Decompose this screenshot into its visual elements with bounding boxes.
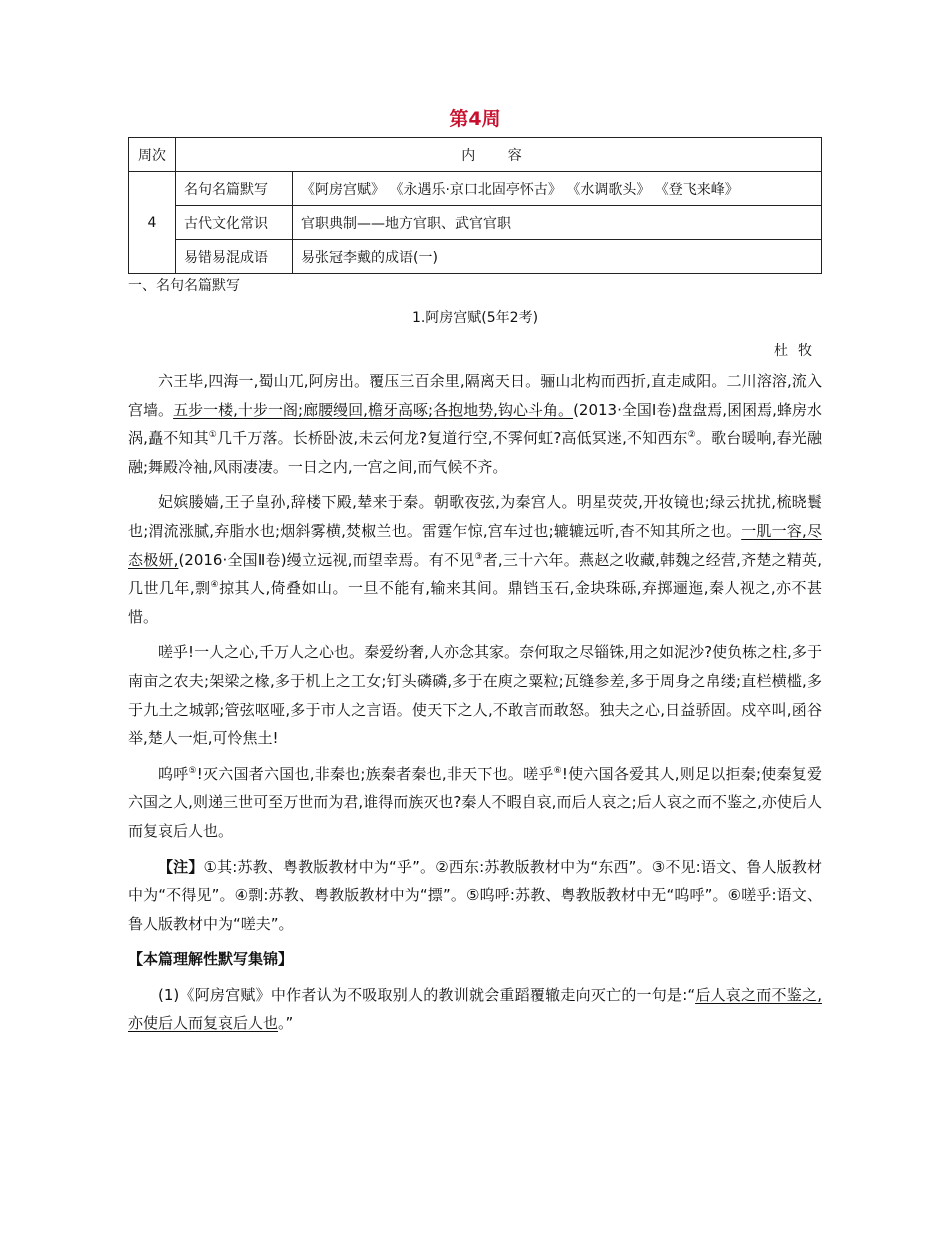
text-run: 六王毕,四海一,蜀山兀,阿房出。覆压三百余里,隔离天日。骊山北构而西折,直走咸阳。二川溶溶,流入宫墙。: [128, 372, 822, 419]
key-quote: 五步一楼,十步一阁;廊腰缦回,檐牙高啄;各抱地势,钩心斗角。: [173, 400, 574, 419]
note-label: 【注】: [158, 857, 204, 876]
text-run: 妃嫔媵嫱,王子皇孙,辞楼下殿,辇来于秦。朝歌夜弦,为秦宫人。明星荧荧,开妆镜也;绿云扰扰,梳晓鬟也;渭流涨腻,弃脂水也;烟斜雾横,焚椒兰也。雷霆乍惊,宫车过也;辘辘远听,杳不知其所之也。: [128, 493, 822, 540]
poem-paragraph: [128, 488, 822, 631]
poem-paragraph: [128, 367, 822, 481]
text-run: 嗟乎!一人之心,千万人之心也。秦爱纷奢,人亦念其家。奈何取之尽锱铢,用之如泥沙?使负栋之柱,多于南亩之农夫;架梁之椽,多于机上之工女;钉头磷磷,多于在庾之粟粒;瓦缝参差,多于周身之帛缕;直栏横槛,多于九土之城郭;管弦呕哑,多于市人之言语。使天下之人,不敢言而敢怒。独夫之心,日益骄固。戍卒叫,函谷举,楚人一炬,可怜焦土!: [128, 643, 822, 748]
poem-title: 1.阿房宫赋(5年2考): [411, 310, 539, 326]
table-row: [129, 206, 822, 240]
row-category: 古代文化常识: [176, 206, 293, 240]
exercise-close: 。”: [278, 1014, 294, 1033]
row-category: 易错易混成语: [176, 240, 293, 274]
header-week: 周次: [129, 138, 176, 172]
exercise-number: (1): [158, 985, 180, 1004]
poem-paragraph: [128, 638, 822, 752]
exercise-item: [128, 981, 822, 1038]
text-run: !使六国各爱其人,则足以拒秦;使秦复爱六国之人,则递三世可至万世而为君,谁得而族灭也?秦人不暇自哀,而后人哀之;后人哀之而不鉴之,亦使后人而复哀后人也。: [128, 764, 822, 840]
poem-paragraph: [128, 760, 822, 846]
footnote-marker: ⑤: [188, 765, 197, 776]
text-run: 掠其人,倚叠如山。一旦不能有,输来其间。鼎铛玉石,金块珠砾,弃掷逦迤,秦人视之,亦不甚惜。: [128, 579, 822, 626]
table-row: [129, 240, 822, 274]
text-run: 者,三十六年。燕赵之收藏,韩魏之经营,齐楚之精英,几世几年,剽: [128, 550, 822, 598]
header-content: 内 容: [176, 138, 822, 172]
text-run: 呜呼: [158, 764, 189, 783]
text-run: (2013·全国Ⅰ卷)盘盘焉,囷囷焉,蜂房水涡,矗不知其: [128, 400, 822, 448]
poem-author: 杜牧: [774, 343, 822, 359]
footnote-marker: ①: [208, 430, 217, 441]
text-run: !灭六国者六国也,非秦也;族秦者秦也,非天下也。嗟乎: [196, 764, 554, 783]
footnote-marker: ②: [687, 430, 696, 441]
key-quote: 一肌一容,尽态极妍,: [128, 521, 822, 569]
table-header-row: [129, 138, 822, 172]
schedule-table: [128, 137, 822, 274]
poem-text: [128, 367, 822, 846]
table-row: [129, 172, 822, 206]
section-heading: 一、名句名篇默写: [128, 278, 240, 294]
row-content: 《阿房宫赋》 《永遇乐·京口北固亭怀古》 《水调歌头》 《登飞来峰》: [293, 172, 822, 206]
footnote-marker: ⑥: [553, 765, 562, 776]
page-title: 第4周: [449, 108, 501, 130]
text-run: 几千万落。长桥卧波,未云何龙?复道行空,不霁何虹?高低冥迷,不知西东: [216, 429, 688, 448]
row-content: 易张冠李戴的成语(一): [293, 240, 822, 274]
note-text: ①其:苏教、粤教版教材中为“乎”。②西东:苏教版教材中为“东西”。③不见:语文、鲁人版教材中为“不得见”。④剽:苏教、粤教版教材中为“摽”。⑤呜呼:苏教、粤教版教材中无“呜呼”。⑥嗟乎:语文、鲁人版教材中为“嗟夫”。: [128, 857, 822, 933]
footnote-marker: ④: [210, 580, 220, 591]
exercise-answer: 后人哀之而不鉴之,亦使后人而复哀后人也: [128, 985, 822, 1033]
week-number: 4: [129, 172, 176, 274]
body-text: [128, 367, 822, 1045]
text-run: 。歌台暖响,春光融融;舞殿冷袖,风雨凄凄。一日之内,一宫之间,而气候不齐。: [128, 429, 822, 476]
row-content: 官职典制——地方官职、武官官职: [293, 206, 822, 240]
exercise-prompt: 《阿房宫赋》中作者认为不吸取别人的教训就会重蹈覆辙走向灭亡的一句是:“: [179, 985, 696, 1004]
text-run: (2016·全国Ⅱ卷)缦立远视,而望幸焉。有不见: [178, 550, 475, 569]
collection-heading: 【本篇理解性默写集锦】: [128, 950, 294, 969]
note-paragraph: [128, 853, 822, 939]
footnote-marker: ③: [474, 551, 483, 562]
row-category: 名句名篇默写: [176, 172, 293, 206]
